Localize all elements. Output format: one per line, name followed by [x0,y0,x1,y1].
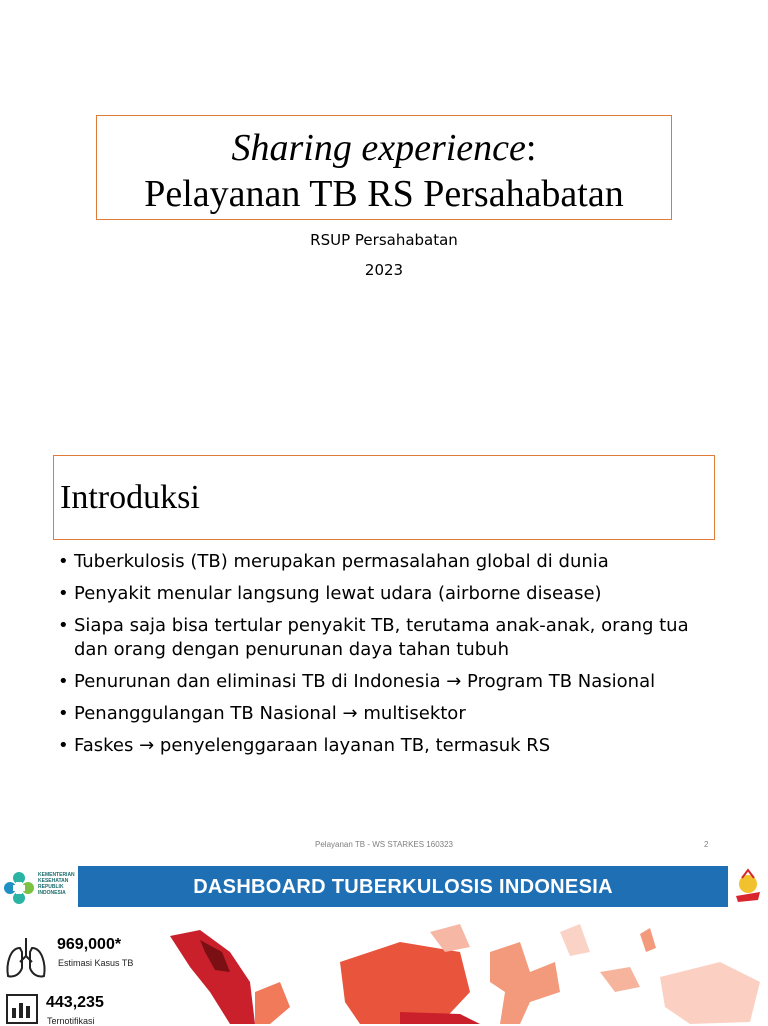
arrow-icon: → [342,703,358,724]
logo-text-line: KEMENTERIAN [38,872,75,878]
notified-cases-value: 443,235 [46,994,104,1011]
subtitle-institution: RSUP Persahabatan [310,231,458,249]
bullet-text: Tuberkulosis (TB) merupakan permasalahan global di dunia [74,551,609,572]
campaign-badge-icon [730,868,766,908]
intro-bullet-list [58,550,718,766]
bullet-text: penyelenggaraan layanan TB, termasuk RS [159,735,551,756]
ministry-logo [2,868,78,908]
bullet-item [58,702,718,726]
logo-text-line: REPUBLIK [38,884,64,890]
title-line-1 [97,126,671,170]
bullet-icon: • [58,703,69,724]
footer-text: Pelayanan TB - WS STARKES 160323 [315,840,453,849]
intro-heading-box [53,455,715,540]
ministry-logo-text [38,872,75,896]
bullet-item [58,734,718,758]
title-line-2: Pelayanan TB RS Persahabatan [144,173,624,215]
bullet-text: multisektor [363,703,466,724]
bullet-text: Penyakit menular langsung lewat udara (airborne disease) [74,583,602,604]
title-italic: Sharing experience [231,127,526,169]
indonesia-choropleth-map [160,922,768,1024]
bullet-icon: • [58,615,69,636]
bullet-text: Program TB Nasional [467,671,656,692]
bullet-item [58,582,718,606]
bullet-text: Penurunan dan eliminasi TB di Indonesia [74,671,441,692]
bullet-icon: • [58,551,69,572]
bullet-text: Siapa saja bisa tertular penyakit TB, terutama anak-anak, orang tua [74,615,689,636]
lungs-icon [2,934,50,982]
bullet-item [58,550,718,574]
dashboard-slide-preview [0,862,768,1024]
bullet-text: Penanggulangan TB Nasional [74,703,337,724]
estimated-cases-label: Estimasi Kasus TB [58,958,134,968]
report-chart-icon [6,994,40,1024]
arrow-icon: → [446,671,462,692]
bullet-text-continued: dan orang dengan penurunan daya tahan tubuh [74,639,509,660]
dashboard-title: DASHBOARD TUBERKULOSIS INDONESIA [193,876,613,898]
bullet-text: Faskes [74,735,134,756]
arrow-icon: → [139,735,155,756]
ministry-logo-icon [2,868,36,908]
page-number: 2 [704,840,709,849]
logo-text-line: INDONESIA [38,890,66,896]
dashboard-banner [78,866,728,907]
bullet-item [58,614,718,662]
bullet-icon: • [58,735,69,756]
title-colon: : [525,127,537,169]
subtitle-year: 2023 [364,261,404,279]
intro-heading: Introduksi [60,479,200,516]
bullet-icon: • [58,583,69,604]
notified-cases-label: Ternotifikasi [47,1016,95,1026]
bullet-item [58,670,718,694]
bullet-icon: • [58,671,69,692]
title-box [96,115,672,220]
logo-text-line: KESEHATAN [38,878,69,884]
estimated-cases-value: 969,000* [57,936,122,953]
